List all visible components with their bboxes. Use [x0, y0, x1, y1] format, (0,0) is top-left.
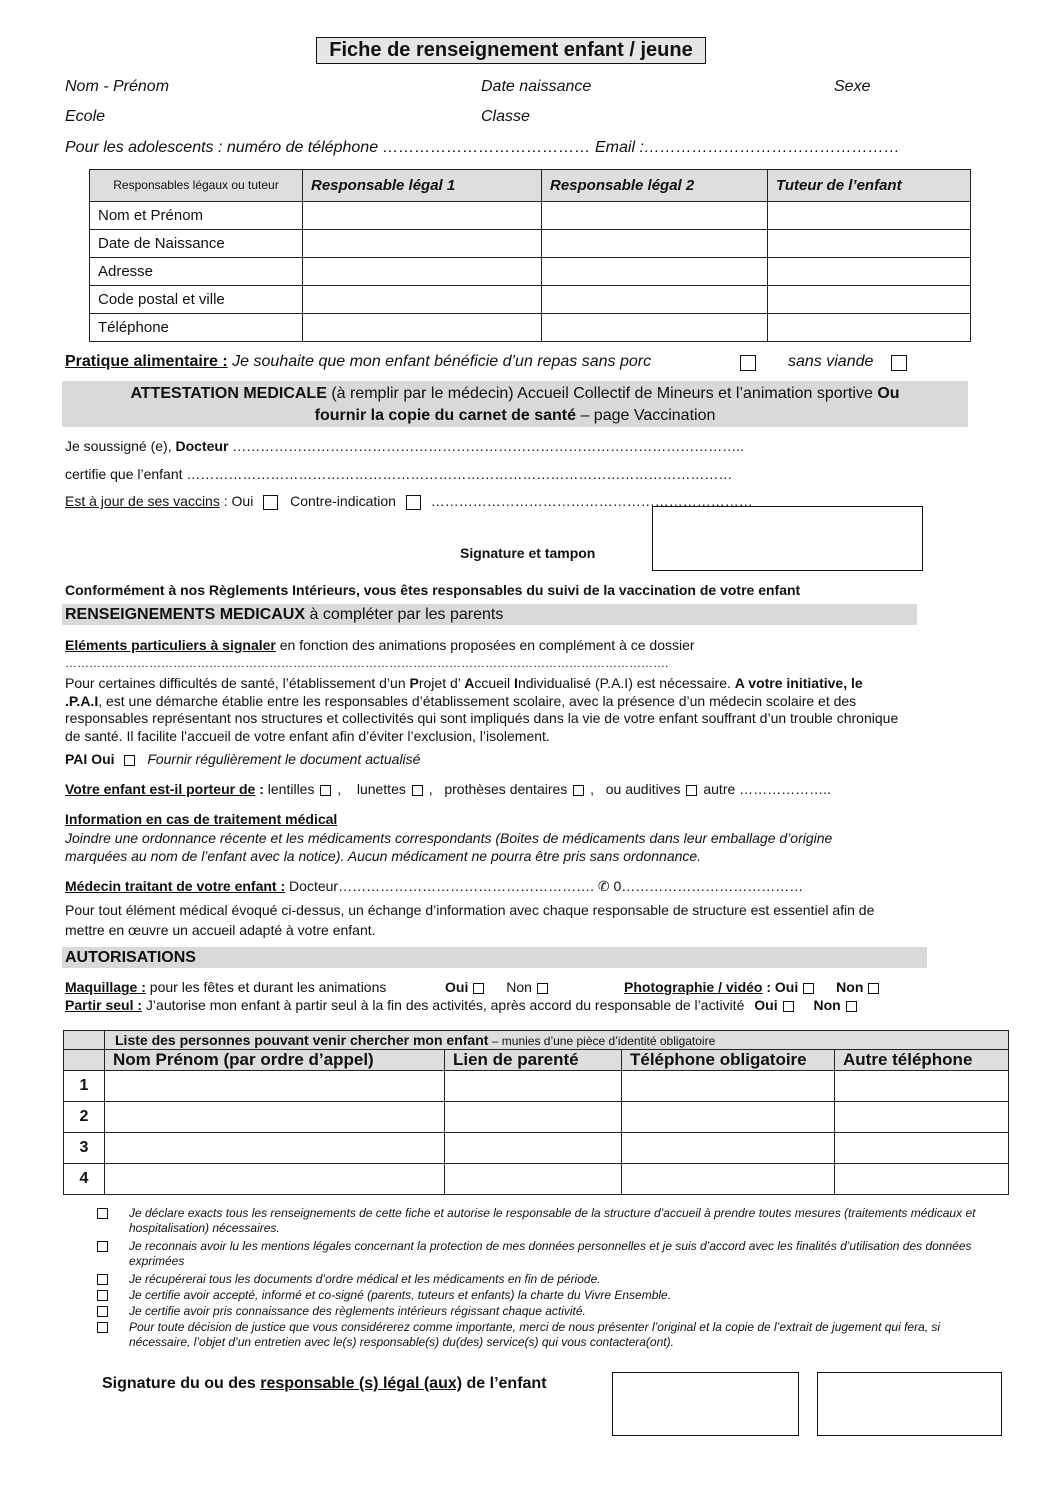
attestation-vaccination: – page Vaccination — [576, 407, 716, 424]
sans-porc-checkbox[interactable] — [740, 355, 756, 371]
pai-text: Pour certaines difficultés de santé, l’établissement d’un — [65, 675, 410, 691]
cell-input[interactable] — [835, 1133, 1009, 1164]
pickup-title-note: – munies d’une pièce d’identité obligatoire — [488, 1034, 716, 1048]
contre-indication-dots: …………………………………………………………… — [430, 493, 753, 509]
pickup-title: Liste des personnes pouvant venir chercher mon enfant — [115, 1032, 489, 1048]
signature-text-underlined: responsable (s) légal (aux) — [260, 1375, 463, 1392]
attestation-ou: Ou — [877, 385, 900, 402]
renseignements-title: RENSEIGNEMENTS MEDICAUX — [65, 606, 306, 623]
pickup-row-number: 1 — [64, 1071, 105, 1102]
autre-label: autre ……………….. — [703, 781, 831, 797]
signature-tampon-label: Signature et tampon — [460, 545, 596, 561]
attestation-title: ATTESTATION MEDICALE — [130, 385, 327, 402]
row-label-date: Date de Naissance — [90, 230, 303, 258]
declaration-item — [97, 1272, 997, 1287]
row-label-cp: Code postal et ville — [90, 286, 303, 314]
cell-input[interactable] — [835, 1102, 1009, 1133]
certifie-line: certifie que l’enfant ……………………………………………………………………………………………………… — [65, 466, 733, 482]
protheses-label: prothèses dentaires — [444, 781, 568, 797]
attestation-carnet: fournir la copie du carnet de santé — [314, 407, 577, 424]
declaration-text: Je certifie avoir accepté, informé et co-signé (parents, tuteurs et enfants) la charte du Vivre Ensemble. — [129, 1288, 672, 1302]
cell-input[interactable] — [542, 314, 768, 342]
cell-input[interactable] — [622, 1133, 835, 1164]
traitement-text: Joindre une ordonnance récente et les médicaments correspondants (Boites de médicaments dans leur emballage d’origine marquées au nom de l’enfant avec la notice). Aucun médicament ne pourra être pris sans ordonnance. — [65, 830, 833, 864]
renseignements-subtitle: à compléter par les parents — [305, 606, 504, 623]
cell-input[interactable] — [445, 1164, 622, 1195]
declaration-checkbox[interactable] — [97, 1274, 108, 1285]
pickup-title-cell — [105, 1031, 1009, 1050]
pai-text: I — [514, 675, 518, 691]
pickup-col-telephone: Téléphone obligatoire — [622, 1050, 835, 1071]
label-date-naissance: Date naissance — [481, 78, 592, 95]
partir-non-label: Non — [813, 997, 841, 1013]
medecin-rest: Docteur………………………………………………. ✆ 0………………………………… — [285, 878, 804, 894]
cell-input[interactable] — [105, 1164, 445, 1195]
cell-input[interactable] — [445, 1133, 622, 1164]
maquillage-choices — [445, 979, 550, 995]
cell-input[interactable] — [303, 286, 542, 314]
pickup-row-number: 2 — [64, 1102, 105, 1133]
declaration-text: Je récupérerai tous les documents d’ordre médical et les médicaments en fin de période. — [129, 1272, 601, 1286]
protheses-checkbox[interactable] — [573, 785, 584, 796]
cell-input[interactable] — [303, 202, 542, 230]
sans-viande-label: sans viande — [788, 353, 874, 370]
lunettes-label: lunettes — [356, 781, 406, 797]
photo-non-label: Non — [836, 979, 864, 995]
cell-input[interactable] — [105, 1102, 445, 1133]
signature-box-2[interactable] — [817, 1372, 1002, 1436]
cell-input[interactable] — [835, 1164, 1009, 1195]
pai-oui-checkbox[interactable] — [124, 755, 135, 766]
pai-text: ndividualisé (P.A.I) est nécessaire. — [517, 675, 735, 691]
pickup-col-lien: Lien de parenté — [445, 1050, 622, 1071]
partir-seul-line — [65, 997, 859, 1013]
cell-input[interactable] — [622, 1164, 835, 1195]
maquillage-non-checkbox[interactable] — [537, 983, 548, 994]
cell-input[interactable] — [542, 230, 768, 258]
signature-text: Signature du ou des — [102, 1375, 261, 1392]
maquillage-line — [65, 979, 386, 995]
cell-input[interactable] — [768, 258, 971, 286]
pai-text: A — [464, 675, 475, 691]
partir-non-checkbox[interactable] — [846, 1001, 857, 1012]
label-classe: Classe — [481, 108, 530, 125]
page-title: Fiche de renseignement enfant / jeune — [316, 37, 706, 64]
cell-input[interactable] — [105, 1133, 445, 1164]
declaration-item — [97, 1320, 997, 1350]
label-ecole: Ecole — [65, 108, 106, 125]
autorisations-header: AUTORISATIONS — [62, 947, 927, 968]
pickup-persons-table — [63, 1030, 1009, 1195]
cell-input[interactable] — [768, 202, 971, 230]
maquillage-oui-label: Oui — [445, 979, 469, 995]
signature-tampon-box[interactable] — [652, 506, 923, 571]
vaccins-oui-checkbox[interactable] — [263, 495, 278, 510]
pickup-num-col — [64, 1050, 105, 1071]
photo-non-checkbox[interactable] — [868, 983, 879, 994]
col-responsable-1: Responsable légal 1 — [303, 170, 542, 202]
porteur-colon: : — [255, 781, 268, 797]
partir-seul-text: J’autorise mon enfant à partir seul à la fin des activités, après accord du responsable de l’activité — [142, 997, 745, 1013]
elements-line — [65, 637, 695, 653]
pai-text: rojet d’ — [418, 675, 465, 691]
elements-text: en fonction des animations proposées en complément à ce dossier — [275, 637, 695, 653]
auditives-checkbox[interactable] — [686, 785, 697, 796]
auditives-label: ou auditives — [605, 781, 681, 797]
pai-fournir: Fournir régulièrement le document actualisé — [147, 751, 421, 767]
pickup-corner — [64, 1031, 105, 1050]
elements-dots: ……………………………………………………………………………………………………………………………………. — [65, 656, 669, 670]
cell-input[interactable] — [768, 314, 971, 342]
lentilles-checkbox[interactable] — [320, 785, 331, 796]
soussigne-line — [65, 438, 744, 454]
declaration-checkbox[interactable] — [97, 1290, 108, 1301]
row-label-telephone: Téléphone — [90, 314, 303, 342]
cell-input[interactable] — [303, 314, 542, 342]
vaccination-responsabilite: Conformément à nos Règlements Intérieurs, vous êtes responsables du suivi de la vaccination de votre enfant — [65, 582, 801, 598]
pickup-col-nom: Nom Prénom (par ordre d’appel) — [105, 1050, 445, 1071]
pickup-row-number: 4 — [64, 1164, 105, 1195]
declaration-item — [97, 1206, 997, 1236]
contre-indication-label: Contre-indication — [290, 493, 396, 509]
col-responsable-2: Responsable légal 2 — [542, 170, 768, 202]
declaration-checkbox[interactable] — [97, 1241, 108, 1252]
declaration-text: Je reconnais avoir lu les mentions légales concernant la protection de mes données personnelles et je suis d’accord avec les finalités d’utilisation des données exprimées — [129, 1239, 972, 1268]
cell-input[interactable] — [303, 230, 542, 258]
pratique-label: Pratique alimentaire : — [65, 353, 228, 370]
porteur-line: Votre enfant est-il porteur de : lentilles , lunettes , prothèses dentaires , ou auditives autre ……………….. — [65, 781, 831, 797]
photo-colon: : — [762, 979, 775, 995]
photo-label: Photographie / vidéo — [624, 979, 763, 995]
cell-input[interactable] — [542, 258, 768, 286]
pai-initiative: A votre initiative, le .P.A.I — [65, 675, 863, 709]
declaration-checkbox[interactable] — [97, 1208, 108, 1219]
photo-oui-checkbox[interactable] — [803, 983, 814, 994]
maquillage-text: pour les fêtes et durant les animations — [145, 979, 387, 995]
cell-input[interactable] — [835, 1071, 1009, 1102]
elements-label: Eléments particuliers à signaler — [65, 637, 276, 653]
partir-oui-label: Oui — [754, 997, 778, 1013]
signature-box-1[interactable] — [612, 1372, 799, 1436]
declaration-item — [97, 1239, 997, 1269]
label-adolescents-contact: Pour les adolescents : numéro de téléphone ………………………………… Email :………………………………………… — [65, 139, 900, 156]
maquillage-oui-checkbox[interactable] — [473, 983, 484, 994]
cell-input[interactable] — [105, 1071, 445, 1102]
pai-oui-label: PAI Oui — [65, 751, 115, 767]
pickup-row-number: 3 — [64, 1133, 105, 1164]
photo-oui-label: Oui — [774, 979, 799, 995]
renseignements-header — [62, 604, 917, 625]
maquillage-label: Maquillage : — [65, 979, 146, 995]
vaccins-line — [65, 493, 753, 510]
docteur-label: Docteur — [175, 438, 229, 454]
echange-text: Pour tout élément médical évoqué ci-dessus, un échange d’information avec chaque responsable de structure est essentiel afin de mettre en œuvre un accueil adapté à votre enfant. — [65, 902, 875, 938]
pratique-alimentaire-line — [65, 353, 651, 371]
porteur-label: Votre enfant est-il porteur de — [65, 781, 256, 797]
lentilles-label: lentilles — [267, 781, 315, 797]
maquillage-non-label: Non — [506, 979, 532, 995]
col-tuteur: Tuteur de l’enfant — [768, 170, 971, 202]
pai-oui-line — [65, 751, 420, 767]
cell-input[interactable] — [622, 1102, 835, 1133]
declaration-text: Je certifie avoir pris connaissance des règlements intérieurs régissant chaque activité. — [129, 1304, 586, 1318]
declaration-checkbox[interactable] — [97, 1306, 108, 1317]
pai-text: P — [409, 675, 419, 691]
vaccins-oui: : Oui — [219, 493, 254, 509]
legal-guardians-table — [89, 169, 971, 342]
medecin-label: Médecin traitant de votre enfant : — [65, 878, 286, 894]
cell-input[interactable] — [542, 286, 768, 314]
lunettes-checkbox[interactable] — [412, 785, 423, 796]
label-sexe: Sexe — [834, 78, 871, 95]
table-corner-label: Responsables légaux ou tuteur — [90, 170, 303, 202]
declaration-checkbox[interactable] — [97, 1322, 108, 1333]
signature-responsables-label — [102, 1375, 547, 1393]
declaration-item — [97, 1304, 997, 1319]
traitement-title: Information en cas de traitement médical — [65, 811, 338, 827]
partir-oui-checkbox[interactable] — [783, 1001, 794, 1012]
attestation-subtitle: (à remplir par le médecin) Accueil Collectif de Mineurs et l’animation sportive — [326, 385, 878, 402]
attestation-header — [62, 381, 968, 427]
sans-viande-checkbox[interactable] — [891, 355, 907, 371]
pickup-col-autre: Autre téléphone — [835, 1050, 1009, 1071]
vaccins-label: Est à jour de ses vaccins — [65, 493, 220, 509]
cell-input[interactable] — [303, 258, 542, 286]
photo-line — [624, 979, 881, 995]
declarations-list — [97, 1206, 997, 1350]
medecin-line — [65, 878, 803, 895]
partir-seul-label: Partir seul : — [65, 997, 143, 1013]
cell-input[interactable] — [768, 286, 971, 314]
pai-text: , est une démarche établie entre les responsables d’établissement scolaire, avec la présence d’un médecin scolaire et des responsables représentant nos structures et collectivités qui sont impliqués dans la vie de votre enfant souffrant d’un trouble chronique de santé. Il facilite l’accueil de votre enfant afin d’éviter l’exclusion, l’isolement. — [65, 692, 899, 744]
pai-paragraph — [65, 675, 900, 745]
soussigne-dots: ……………………………………………………………………………………………….. — [228, 438, 745, 454]
cell-input[interactable] — [445, 1071, 622, 1102]
declaration-text: Pour toute décision de justice que vous considérerez comme importante, merci de nous présenter l’original et la copie de l’extrait de jugement qui fera, si nécessaire, l’objet d’un entretien avec le(s) responsable(s) du(des) service(s) qui vous contactera(ont). — [129, 1320, 941, 1349]
declaration-text: Je déclare exacts tous les renseignements de cette fiche et autorise le responsable de la structure d’accueil à prendre toutes mesures (traitements médicaux et hospitalisation) nécessaires. — [129, 1206, 976, 1235]
cell-input[interactable] — [622, 1071, 835, 1102]
cell-input[interactable] — [768, 230, 971, 258]
row-label-adresse: Adresse — [90, 258, 303, 286]
signature-text: de l’enfant — [462, 1375, 547, 1392]
cell-input[interactable] — [445, 1102, 622, 1133]
pai-text: ccueil — [474, 675, 515, 691]
declaration-item — [97, 1288, 997, 1303]
label-nom-prenom: Nom - Prénom — [65, 78, 170, 95]
row-label-nom: Nom et Prénom — [90, 202, 303, 230]
soussigne-label: Je soussigné (e), — [65, 438, 176, 454]
pratique-text: Je souhaite que mon enfant bénéficie d’un repas sans porc — [232, 353, 652, 370]
cell-input[interactable] — [542, 202, 768, 230]
contre-indication-checkbox[interactable] — [406, 495, 421, 510]
